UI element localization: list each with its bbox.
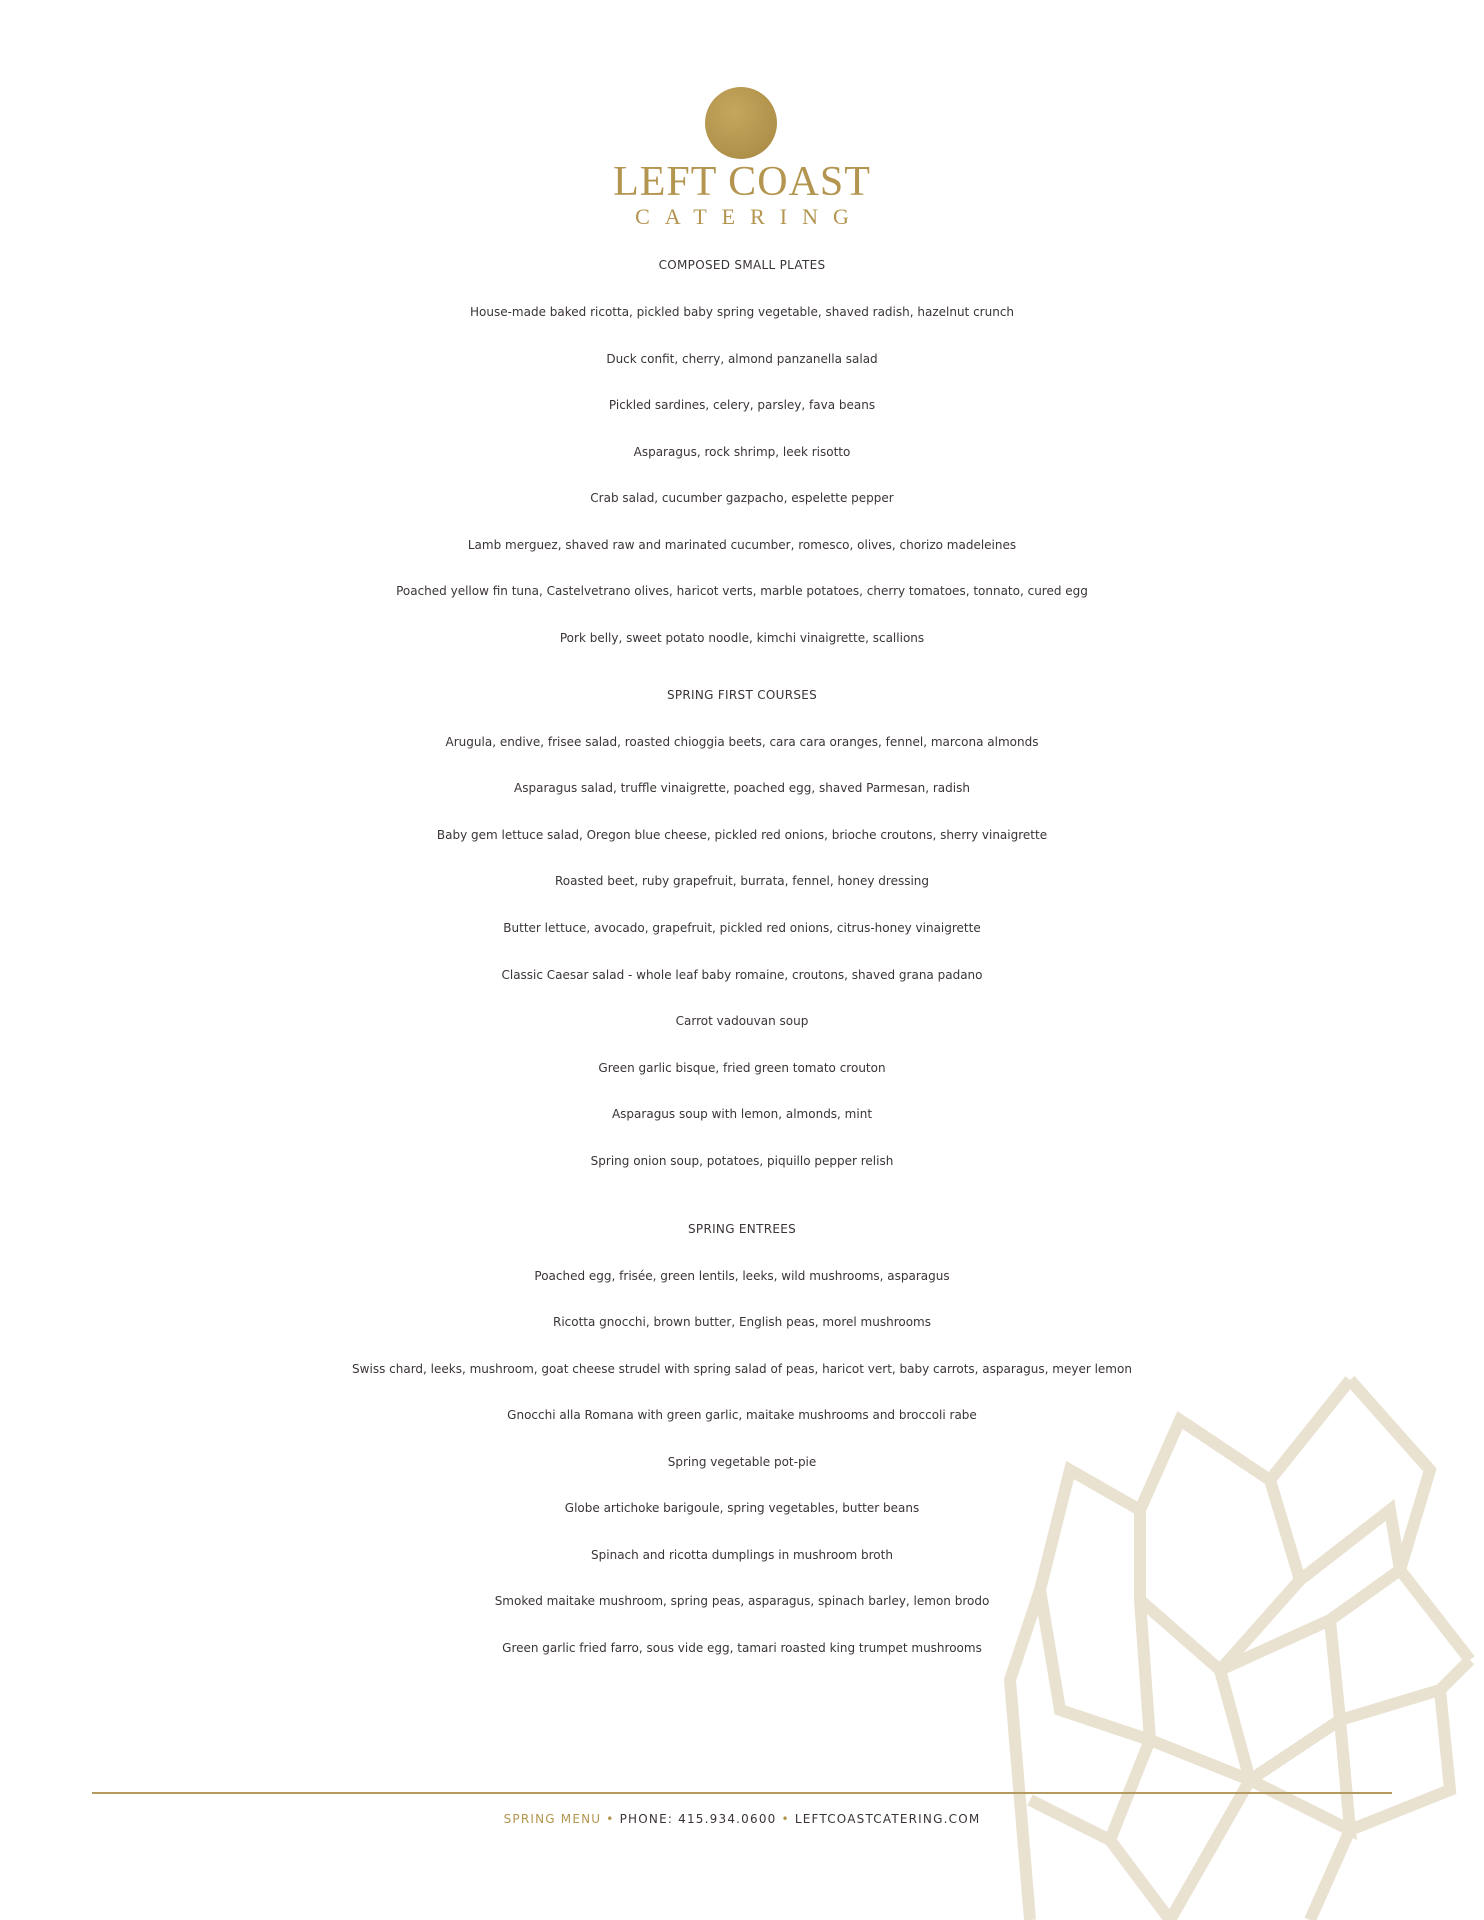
menu-item: Classic Caesar salad - whole leaf baby romaine, croutons, shaved grana padano: [501, 968, 983, 982]
footer-separator: •: [776, 1812, 795, 1826]
menu-item: Asparagus soup with lemon, almonds, mint: [611, 1107, 873, 1121]
footer-separator: •: [601, 1812, 620, 1826]
menu-item: Green garlic bisque, fried green tomato crouton: [598, 1061, 886, 1075]
menu-item: Spring vegetable pot-pie: [667, 1455, 817, 1469]
menu-item: Gnocchi alla Romana with green garlic, maitake mushrooms and broccoli rabe: [507, 1408, 977, 1422]
footer-website-part2: CATERING.COM: [873, 1812, 981, 1826]
footer: [0, 1812, 1484, 1826]
menu-item: Spinach and ricotta dumplings in mushroom broth: [591, 1548, 893, 1562]
section-heading-entrees: SPRING ENTREES: [687, 1222, 797, 1236]
menu-item: Arugula, endive, frisee salad, roasted chioggia beets, cara cara oranges, fennel, marcona almonds: [445, 735, 1039, 749]
menu-item: Spring onion soup, potatoes, piquillo pepper relish: [590, 1154, 894, 1168]
section-heading-first-courses: SPRING FIRST COURSES: [666, 688, 818, 702]
menu-item: Butter lettuce, avocado, grapefruit, pickled red onions, citrus-honey vinaigrette: [503, 921, 981, 935]
footer-website-part1: LEFTCOAST: [794, 1812, 874, 1826]
menu-item: Baby gem lettuce salad, Oregon blue cheese, pickled red onions, brioche croutons, sherry vinaigrette: [436, 828, 1048, 842]
logo-disc: [705, 87, 777, 159]
footer-phone: PHONE: 415.934.0600: [619, 1812, 777, 1826]
logo-subtitle: CATERING: [635, 204, 864, 229]
logo-wordmark: LEFT COAST: [613, 159, 871, 205]
menu-item: Roasted beet, ruby grapefruit, burrata, fennel, honey dressing: [554, 874, 930, 888]
menu-item: Pickled sardines, celery, parsley, fava beans: [608, 398, 876, 412]
menu-item: Ricotta gnocchi, brown butter, English peas, morel mushrooms: [552, 1315, 932, 1329]
footer-divider: [92, 1792, 1392, 1794]
menu-item: Poached yellow fin tuna, Castelvetrano olives, haricot verts, marble potatoes, cherry tomatoes, tonnato, cured egg: [396, 584, 1088, 598]
menu-item: Poached egg, frisée, green lentils, leeks, wild mushrooms, asparagus: [534, 1269, 950, 1283]
menu-item: Crab salad, cucumber gazpacho, espelette pepper: [590, 491, 894, 505]
footer-menu-label: SPRING MENU: [503, 1812, 602, 1826]
menu-item: House-made baked ricotta, pickled baby spring vegetable, shaved radish, hazelnut crunch: [469, 305, 1015, 319]
menu-item: Asparagus, rock shrimp, leek risotto: [633, 445, 851, 459]
menu-item: Smoked maitake mushroom, spring peas, asparagus, spinach barley, lemon brodo: [494, 1594, 990, 1608]
menu-item: Duck confit, cherry, almond panzanella salad: [606, 352, 878, 366]
menu-item: Pork belly, sweet potato noodle, kimchi vinaigrette, scallions: [559, 631, 925, 645]
menu-item: Lamb merguez, shaved raw and marinated cucumber, romesco, olives, chorizo madeleines: [467, 538, 1017, 552]
menu-item: Carrot vadouvan soup: [675, 1014, 809, 1028]
menu-item: Swiss chard, leeks, mushroom, goat cheese strudel with spring salad of peas, haricot vert, baby carrots, asparagus, meyer lemon: [352, 1362, 1132, 1376]
menu-item: Asparagus salad, truffle vinaigrette, poached egg, shaved Parmesan, radish: [514, 781, 970, 795]
menu-item: Green garlic fried farro, sous vide egg, tamari roasted king trumpet mushrooms: [502, 1641, 982, 1655]
section-heading-small-plates: COMPOSED SMALL PLATES: [658, 258, 826, 272]
menu-item: Globe artichoke barigoule, spring vegetables, butter beans: [564, 1501, 920, 1515]
